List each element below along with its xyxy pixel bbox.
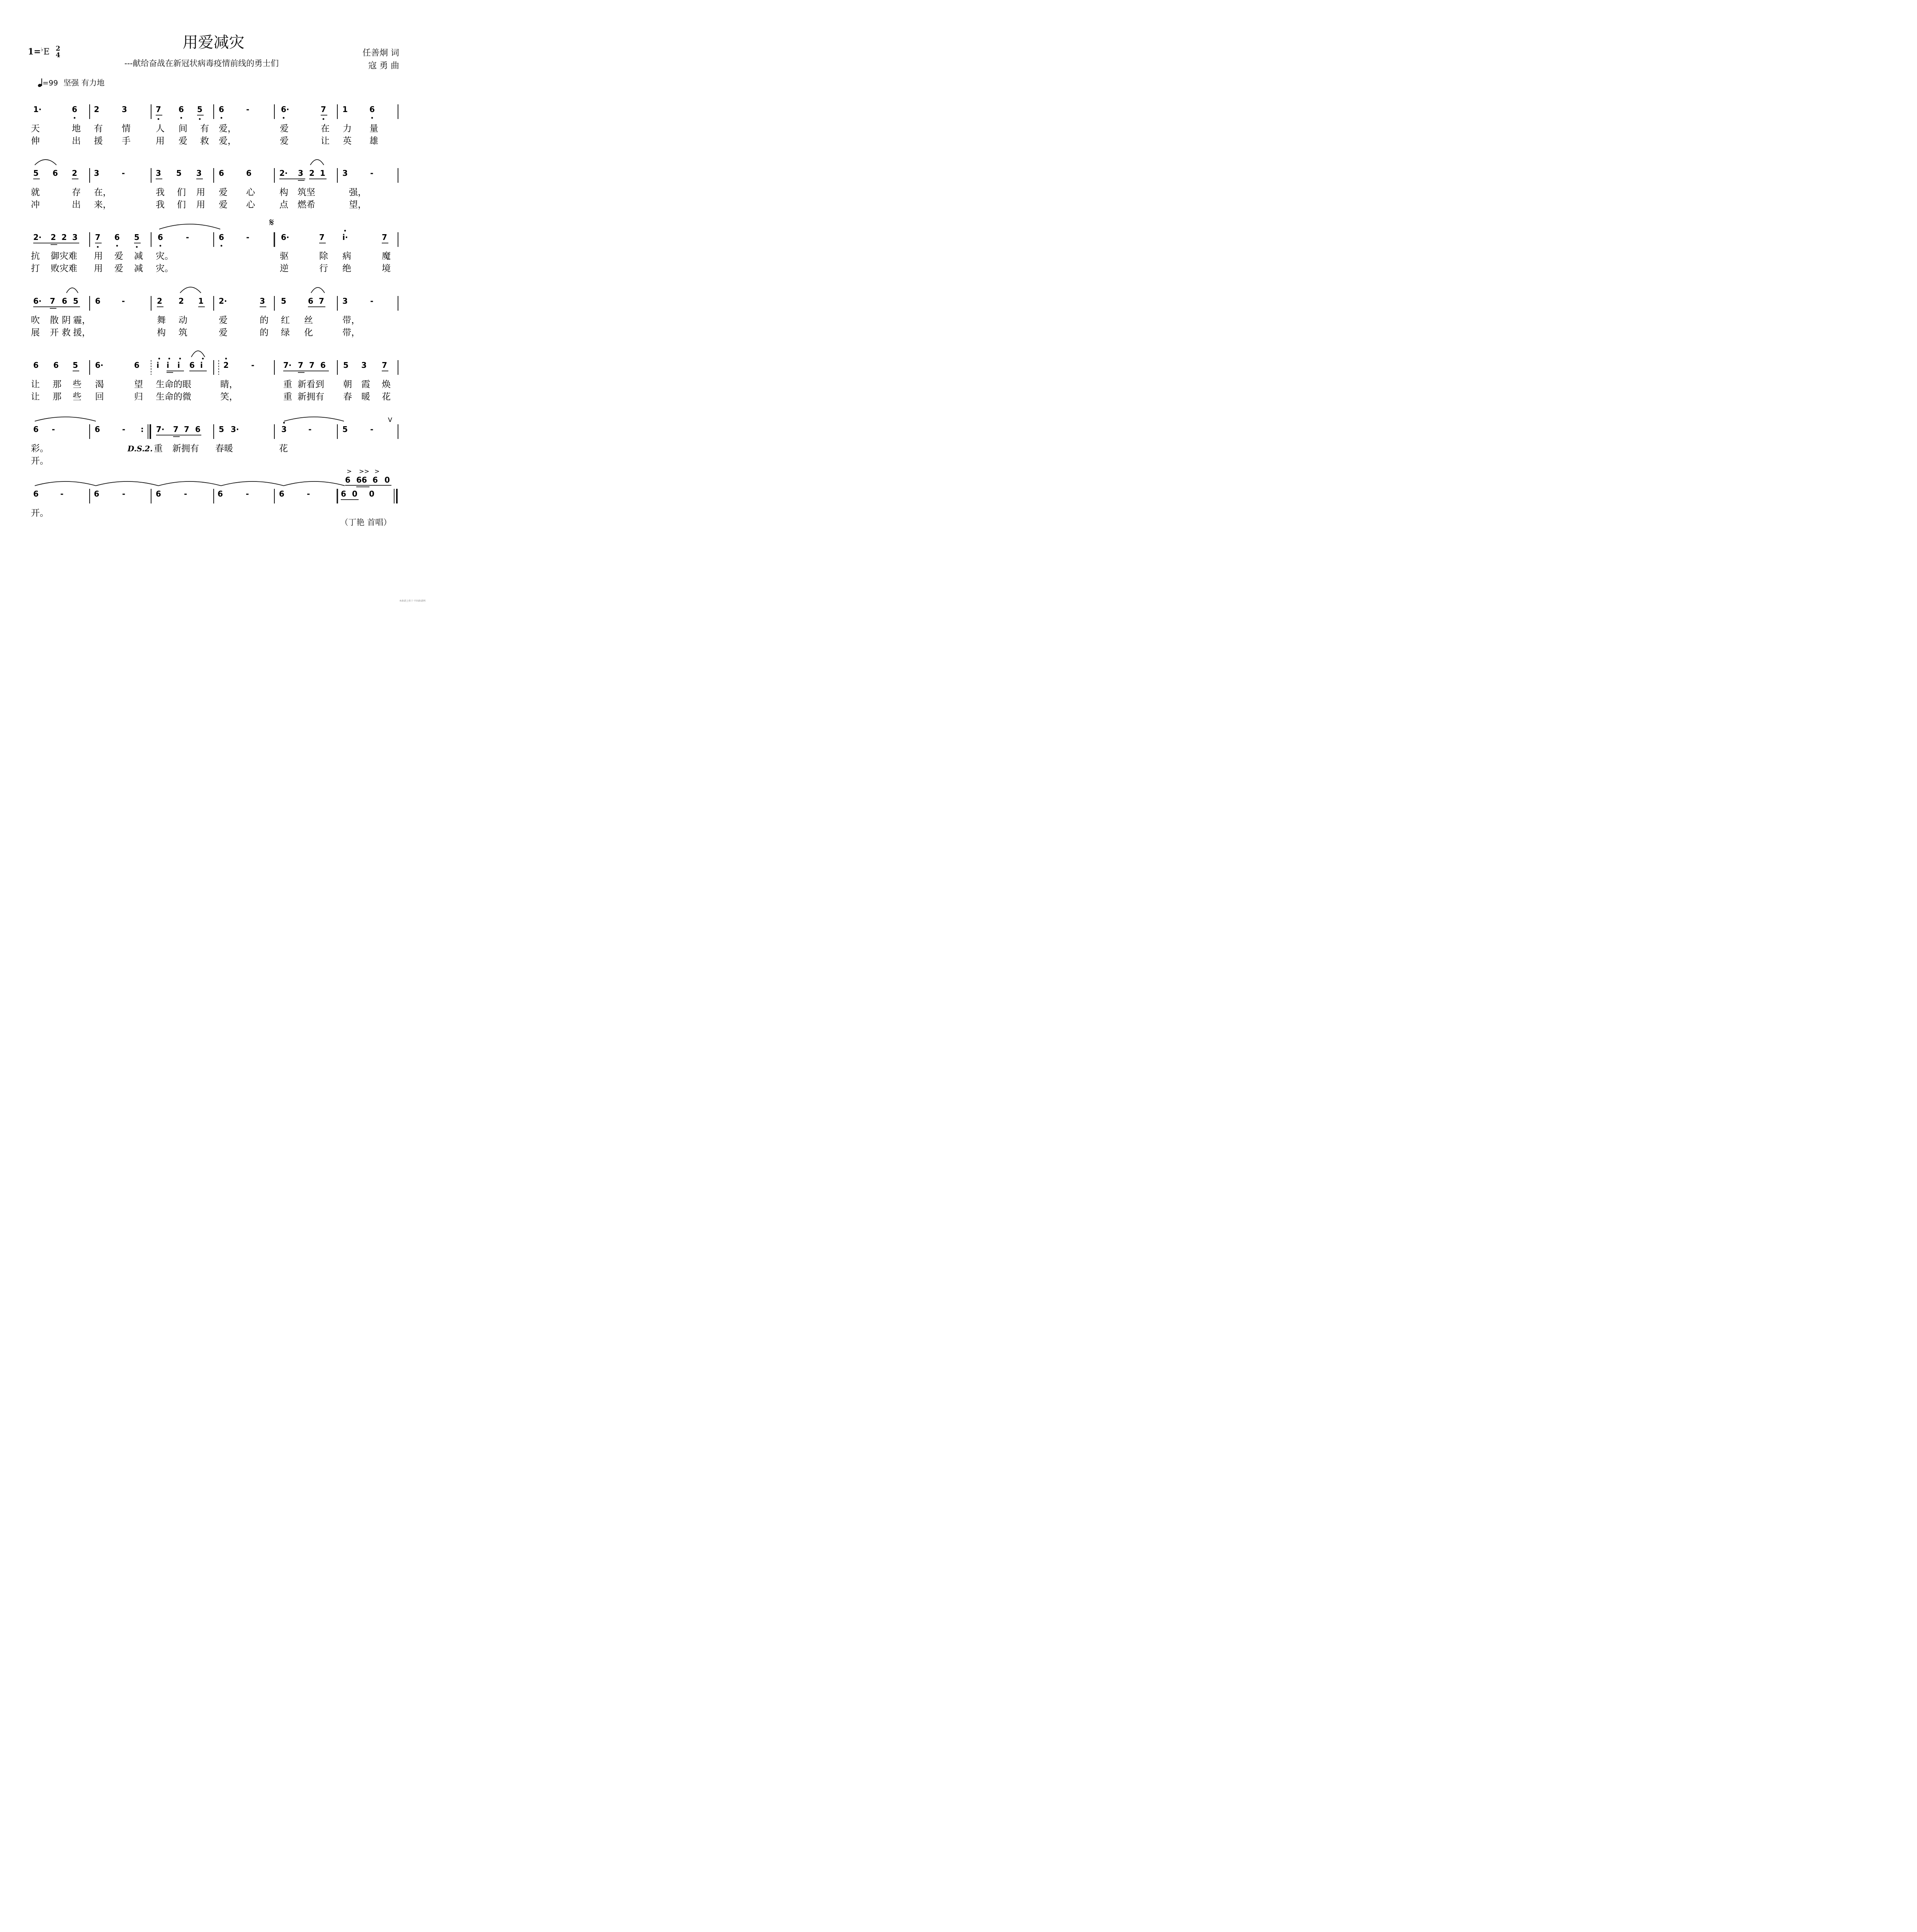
lyric-verse1: 强，: [349, 187, 367, 197]
note: 6: [246, 168, 252, 178]
note: 3: [94, 168, 99, 178]
note: 3: [156, 168, 161, 178]
lyric-verse2: 构: [157, 328, 166, 338]
note: -: [122, 489, 126, 498]
note: 5: [134, 233, 139, 242]
note: 2·: [33, 233, 42, 242]
note: 5: [197, 105, 202, 114]
lyric-verse2: 筑: [179, 328, 187, 338]
note: 7·: [156, 425, 165, 434]
note: 7: [309, 361, 315, 370]
upper-octave-dot: [344, 230, 346, 232]
lyric-verse1: 霾，: [73, 315, 91, 325]
lyric-verse1: 舞: [157, 315, 166, 325]
lyric-verse2: 春: [343, 392, 352, 402]
note: 2: [51, 233, 56, 242]
repeat-colon: :: [141, 425, 144, 434]
note: 6: [179, 105, 184, 114]
lyric-verse2: 手: [122, 136, 131, 146]
upper-note: 66: [356, 475, 367, 485]
note: 1: [198, 296, 204, 306]
note: 6: [156, 489, 161, 498]
upper-octave-dot: [202, 358, 204, 360]
lyric-verse1: 筑坚: [298, 187, 315, 197]
note: 6: [219, 105, 224, 114]
note: 3: [298, 168, 303, 178]
lyric-verse1: 爱: [280, 124, 289, 134]
note: 2·: [219, 296, 227, 306]
note: 5: [281, 296, 286, 306]
tie: [284, 417, 344, 421]
lyric-verse2: 归: [134, 392, 143, 402]
note: 6: [95, 296, 100, 306]
tie: [158, 481, 221, 486]
note: 6: [114, 233, 120, 242]
lyric-verse1: 的: [260, 315, 269, 325]
note: 6: [189, 361, 195, 370]
lyric-verse2: 让: [31, 392, 40, 402]
lyric-verse2: 开。: [31, 456, 49, 466]
note: 5: [73, 361, 78, 370]
lyric-verse1: 那: [53, 379, 61, 389]
note: 6: [158, 233, 163, 242]
lyric-verse1: 阴: [62, 315, 71, 325]
note: -: [370, 425, 374, 434]
lyric-verse2: 我: [156, 200, 165, 210]
lyric-verse1: 焕: [382, 379, 391, 389]
lyric-verse1: 我: [156, 187, 165, 197]
lyric-verse2: 带，: [342, 328, 360, 338]
lyric-verse2: 出: [72, 200, 81, 210]
slur: [66, 288, 78, 293]
lyric-verse2: 花: [382, 392, 391, 402]
note: 6·: [95, 361, 104, 370]
lyric-verse1: 彩。: [31, 444, 49, 454]
lyric-verse1: 除: [319, 251, 328, 261]
lyric-verse2: 绝: [342, 264, 351, 274]
slur: [35, 160, 56, 165]
lyric-verse1: 吹: [31, 315, 40, 325]
note: -: [370, 296, 374, 306]
note: 6: [308, 296, 313, 306]
note: 2: [72, 168, 77, 178]
note: 6: [53, 361, 59, 370]
lyric-verse1: 地: [72, 124, 81, 134]
lyric-verse1: 渴: [95, 379, 104, 389]
lyric-verse2: 出: [72, 136, 81, 146]
lower-octave-dot: [74, 117, 76, 119]
note: 5: [33, 168, 39, 178]
lyric-verse2: 新拥有: [298, 392, 324, 402]
lyric-verse2: 冲: [31, 200, 40, 210]
note: 6: [369, 105, 375, 114]
lyric-verse1: 有: [94, 124, 103, 134]
key-note: E: [43, 47, 50, 57]
lower-octave-dot: [116, 245, 118, 247]
upper-octave-dot: [283, 422, 285, 424]
lyric-verse2: 那: [53, 392, 61, 402]
song-title: 用爱减灾: [182, 34, 245, 51]
lyric-verse2: 灾。: [156, 264, 173, 274]
lower-octave-dot: [97, 246, 99, 248]
note: 6: [219, 233, 224, 242]
note: 7: [382, 233, 387, 242]
note: 3·: [231, 425, 239, 434]
lyric-verse2: 爱: [280, 136, 289, 146]
note: 7: [382, 361, 387, 370]
lyric-verse2: 英: [343, 136, 352, 146]
lower-octave-dot: [199, 118, 201, 120]
composer-credit: 寇 勇 曲: [368, 61, 399, 71]
note: 2: [179, 296, 184, 306]
note: 7: [156, 105, 161, 114]
note: i: [200, 361, 203, 370]
lyric-verse2: 的: [260, 328, 269, 338]
note: 7: [298, 361, 303, 370]
lyric-verse2: 爱: [219, 200, 228, 210]
note: i: [167, 361, 169, 370]
note: -: [122, 425, 126, 434]
tie: [284, 481, 345, 486]
upper-octave-dot: [225, 358, 227, 360]
tie: [35, 417, 96, 421]
note: 3: [72, 233, 78, 242]
lyric-verse2: 爱，: [219, 136, 236, 146]
note: 7: [319, 296, 324, 306]
note: 7: [50, 296, 55, 306]
lyric-verse2: 爱: [114, 264, 123, 274]
lyric-verse1: 带，: [342, 315, 360, 325]
lyric-verse2: 暖: [361, 392, 370, 402]
lyric-verse1: 开。: [31, 508, 49, 518]
song-subtitle: ---献给奋战在新冠状病毒疫情前线的勇士们: [124, 59, 279, 68]
slur: [310, 160, 324, 165]
note: 3: [196, 168, 202, 178]
note: -: [122, 296, 125, 306]
note: 1: [342, 105, 348, 114]
note: 6: [134, 361, 139, 370]
note: 6: [94, 489, 99, 498]
lyric-verse2: 用: [156, 136, 165, 146]
note: 3: [342, 168, 348, 178]
note: 6: [279, 489, 284, 498]
lyric-verse2: 让: [321, 136, 330, 146]
note: -: [186, 233, 189, 242]
note: 7: [173, 425, 179, 434]
lyric-verse2: 爱: [179, 136, 187, 146]
lower-octave-dot: [323, 118, 325, 120]
note: i: [177, 361, 180, 370]
note: 6: [320, 361, 326, 370]
lyric-verse1: 霞: [361, 379, 370, 389]
segno-sign: 𝄋: [269, 216, 274, 229]
lyric-verse2: 点: [279, 200, 288, 210]
note: -: [122, 168, 125, 178]
lyric-verse1: 御灾难: [51, 251, 77, 261]
lyric-verse2: 境: [382, 264, 391, 274]
lower-octave-dot: [180, 117, 182, 119]
note: 3: [260, 296, 265, 306]
lyric-verse1: 用: [94, 251, 103, 261]
note: 2: [223, 361, 229, 370]
lyric-verse1: 抗: [31, 251, 40, 261]
lower-octave-dot: [160, 245, 162, 247]
lyric-verse1: 驱: [280, 251, 289, 261]
note: 5: [176, 168, 182, 178]
note: 6·: [33, 296, 42, 306]
note: 3: [361, 361, 367, 370]
lyric-verse2: 燃希: [298, 200, 315, 210]
lyric-verse2: 展: [31, 328, 40, 338]
note: 7·: [283, 361, 292, 370]
accent-mark: >>: [359, 468, 369, 475]
note: -: [307, 489, 310, 498]
accent-mark: >: [374, 468, 380, 475]
lyric-verse2: 行: [319, 264, 328, 274]
lyric-verse1: 让: [31, 379, 40, 389]
lyric-verse1: 减: [134, 251, 143, 261]
slur: [180, 287, 201, 293]
note: 0: [369, 489, 374, 498]
note: -: [184, 489, 187, 498]
note: 5: [342, 425, 348, 434]
note: 5: [73, 296, 78, 306]
upper-note: 0: [384, 475, 390, 485]
lyric-verse1: 病: [342, 251, 351, 261]
note: 1: [320, 168, 325, 178]
lyric-verse1: 爱: [114, 251, 123, 261]
lower-octave-dot: [158, 118, 160, 120]
tempo-expression: 坚强 有力地: [63, 78, 105, 87]
lyric-verse2: 减: [134, 264, 143, 274]
note: 6: [53, 168, 58, 178]
lyric-verse1: 构: [279, 187, 288, 197]
ds-marking: D.S.2.: [128, 444, 153, 453]
note: 7: [184, 425, 189, 434]
lyric-verse1: 春暖: [215, 444, 233, 454]
lyric-verse2: 重: [283, 392, 292, 402]
note: 6: [62, 296, 67, 306]
note: 2·: [279, 168, 288, 178]
note: -: [60, 489, 64, 498]
lyric-verse1: 爱: [219, 187, 228, 197]
lyric-verse1: 花: [279, 444, 288, 454]
note: 6: [195, 425, 201, 434]
note: 2: [309, 168, 315, 178]
accent-mark: >: [347, 468, 352, 475]
time-sig-bottom: 4: [56, 51, 60, 59]
lyric-verse2: 救: [62, 328, 71, 338]
lyric-verse2: 救: [200, 136, 209, 146]
note: 2: [157, 296, 162, 306]
note: 3: [122, 105, 127, 114]
note: 3: [281, 425, 287, 434]
lyric-verse1: 望: [134, 379, 143, 389]
lyric-verse2: 们: [177, 200, 186, 210]
lyric-verse2: 笑，: [220, 392, 238, 402]
note: -: [246, 105, 250, 114]
slur: [191, 351, 205, 357]
lyric-verse1: 重: [283, 379, 292, 389]
note: -: [308, 425, 312, 434]
lower-octave-dot: [371, 117, 373, 119]
lyric-verse1: 间: [179, 124, 187, 134]
lyric-verse2: 爱: [219, 328, 228, 338]
note: 6: [95, 425, 100, 434]
lyric-verse2: 用: [94, 264, 103, 274]
lyric-verse1: 散: [50, 315, 59, 325]
note: -: [251, 361, 255, 370]
lower-octave-dot: [221, 245, 223, 247]
lyric-verse1: 人: [156, 124, 165, 134]
note: 2: [94, 105, 99, 114]
upper-octave-dot: [168, 358, 170, 360]
lyric-verse2: 援，: [73, 328, 91, 338]
lyric-verse1: 丝: [304, 315, 313, 325]
lyric-verse1: 灾。: [156, 251, 173, 261]
lyric-verse1: 些: [73, 379, 82, 389]
upper-note: 6: [373, 475, 378, 485]
lower-octave-dot: [283, 117, 285, 119]
lyric-verse1: 爱: [219, 315, 228, 325]
note: i·: [342, 233, 348, 242]
lyric-verse2: 回: [95, 392, 104, 402]
lyric-verse1: 存: [72, 187, 81, 197]
note: 6: [341, 489, 346, 498]
note: 2: [61, 233, 67, 242]
lyric-verse2: 用: [196, 200, 205, 210]
footer-watermark: 本曲谱上传于 中国曲谱网: [399, 600, 425, 602]
note: -: [246, 233, 250, 242]
flat-accidental: ♭: [41, 46, 44, 53]
note: -: [370, 168, 374, 178]
lyric-verse1: 心: [246, 187, 255, 197]
note: 6: [72, 105, 77, 114]
tie: [96, 481, 158, 486]
upper-octave-dot: [179, 358, 181, 360]
lyric-verse1: 生命的眼: [156, 379, 191, 389]
lyric-verse1: 重: [154, 444, 163, 454]
lyric-verse2: 逆: [280, 264, 289, 274]
note: 0: [352, 489, 357, 498]
lyric-verse2: 化: [304, 328, 313, 338]
tie: [35, 481, 96, 486]
note: 5: [343, 361, 349, 370]
lyric-verse2: 雄: [369, 136, 378, 146]
lyric-verse1: 用: [196, 187, 205, 197]
note: i: [156, 361, 159, 370]
tie: [221, 481, 284, 486]
lyric-verse1: 情: [122, 124, 131, 134]
lyric-verse1: 朝: [343, 379, 352, 389]
note: 6: [33, 489, 39, 498]
lyric-verse1: 动: [179, 315, 187, 325]
key-prefix: 1=: [28, 47, 41, 57]
lower-octave-dot: [221, 117, 223, 119]
time-sig-top: 2: [56, 45, 60, 53]
lyric-verse2: 开: [50, 328, 59, 338]
lyric-verse2: 打: [31, 264, 40, 274]
note: 6: [33, 361, 39, 370]
lyric-verse1: 们: [177, 187, 186, 197]
note: 6: [219, 168, 224, 178]
lyric-verse2: 些: [73, 392, 82, 402]
note: 7: [95, 233, 100, 242]
lyric-verse2: 望，: [349, 200, 367, 210]
lower-octave-dot: [136, 246, 138, 248]
lyric-verse2: 生命的微: [156, 392, 191, 402]
note: 5: [219, 425, 224, 434]
note: 6·: [281, 233, 289, 242]
score-notation: [0, 0, 427, 604]
lyric-verse1: 新看到: [298, 379, 324, 389]
lyric-verse2: 心: [246, 200, 255, 210]
note: 7: [321, 105, 326, 114]
lyric-verse2: 绿: [281, 328, 290, 338]
lyric-verse1: 有: [200, 124, 209, 134]
lyric-verse1: 爱，: [219, 124, 236, 134]
upper-note: 6: [345, 475, 350, 485]
lyric-verse2: 援: [94, 136, 103, 146]
lyric-verse1: 在，: [94, 187, 112, 197]
upper-octave-dot: [158, 358, 160, 360]
lyric-verse1: 红: [281, 315, 290, 325]
note: -: [52, 425, 55, 434]
lyric-verse1: 就: [31, 187, 40, 197]
lyric-verse1: 天: [31, 124, 40, 134]
note: -: [246, 489, 249, 498]
lyric-verse1: 量: [369, 124, 378, 134]
note: 6: [33, 425, 39, 434]
note: 6·: [281, 105, 289, 114]
lyric-verse1: 睛，: [220, 379, 238, 389]
tempo-value: =99: [43, 79, 58, 87]
note: 7: [319, 233, 325, 242]
tie: [159, 224, 220, 229]
note: 3: [342, 296, 348, 306]
singer-credit: （丁艳 首唱）: [340, 518, 391, 527]
lyric-verse1: 魔: [382, 251, 391, 261]
lyric-verse1: 新拥有: [172, 444, 199, 454]
note: 6: [218, 489, 223, 498]
breath-mark: V: [388, 416, 392, 423]
slur: [311, 287, 325, 293]
lyricist-credit: 任善炯 词: [362, 48, 399, 58]
lyric-verse1: 在: [321, 124, 330, 134]
lyric-verse2: 来，: [94, 200, 112, 210]
lyric-verse1: 力: [343, 124, 352, 134]
note: 1·: [33, 105, 42, 114]
lyric-verse2: 败灾难: [51, 264, 77, 274]
lyric-verse2: 伸: [31, 136, 40, 146]
